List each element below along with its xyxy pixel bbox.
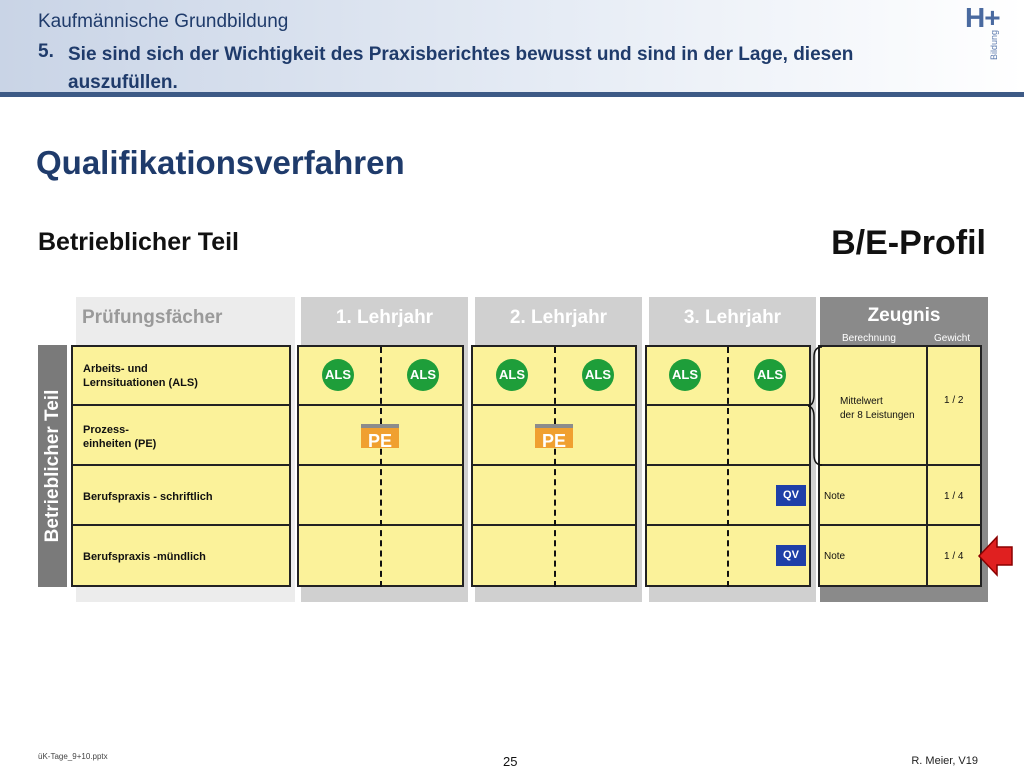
certificate-header: Zeugnis [867,305,941,326]
footer-filename: üK-Tage_9+10.pptx [38,752,108,761]
cert-weight-written [926,464,982,526]
row-label: Prozess- [83,424,129,436]
pe-badge: PE [361,424,399,448]
als-badge: ALS [496,359,528,391]
weight-text: 1 / 2 [944,395,964,406]
topic-text: Sie sind sich der Wichtigkeit des Praxisberichtes bewusst und sind in der Lage, diesen auszufüllen. [68,44,854,93]
course-subtitle: Kaufmännische Grundbildung [38,11,289,32]
arrow-left-icon [977,534,1015,578]
calc-text: Note [824,491,846,502]
pe-badge: PE [535,424,573,448]
als-badge: ALS [669,359,701,391]
side-label: Betrieblicher Teil [38,345,67,587]
year2-divider [554,347,556,587]
weight-text: 1 / 4 [944,491,964,502]
row-label: einheiten (PE) [83,438,157,450]
cert-calc-als-pe [818,345,928,466]
brace-icon [808,345,832,467]
year3-header: 3. Lehrjahr [683,307,782,328]
subject-cell-als [71,345,291,406]
weight-subheader: Gewicht [934,333,971,344]
row-label: Lernsituationen (ALS) [83,377,198,389]
row-label: Berufspraxis - schriftlich [83,491,213,503]
calc-subheader: Berechnung [842,333,896,344]
subject-cell-oral [71,524,291,587]
year2-header: 2. Lehrjahr [509,307,608,328]
page-title: Qualifikationsverfahren [36,144,405,181]
calc-text: Note [824,551,846,562]
calc-text: Mittelwert [840,396,883,407]
year1-divider [380,347,382,587]
year3-divider [727,347,729,587]
als-badge: ALS [582,359,614,391]
section-title: Betrieblicher Teil [38,228,239,256]
row-label: Berufspraxis -mündlich [83,551,206,563]
cert-weight-oral [926,524,982,587]
topic-number: 5. [38,41,54,62]
cert-calc-oral [818,524,928,587]
profile-title: B/E-Profil [831,224,986,262]
weight-text: 1 / 4 [944,551,964,562]
row-label: Arbeits- und [83,363,148,375]
als-badge: ALS [754,359,786,391]
page-number: 25 [503,754,518,769]
footer-author: R. Meier, V19 [911,755,978,767]
qv-badge: QV [776,545,806,566]
year1-header: 1. Lehrjahr [335,307,434,328]
qv-badge: QV [776,485,806,506]
cert-weight-als-pe [926,345,982,466]
logo-subtitle: Bildung [989,30,999,61]
subject-cell-pe [71,404,291,466]
hplus-logo: H+ [965,2,1000,33]
subject-cell-written [71,464,291,526]
calc-text: der 8 Leistungen [840,410,915,421]
cert-calc-written [818,464,928,526]
subjects-header: Prüfungsfächer [82,307,223,328]
als-badge: ALS [322,359,354,391]
als-badge: ALS [407,359,439,391]
